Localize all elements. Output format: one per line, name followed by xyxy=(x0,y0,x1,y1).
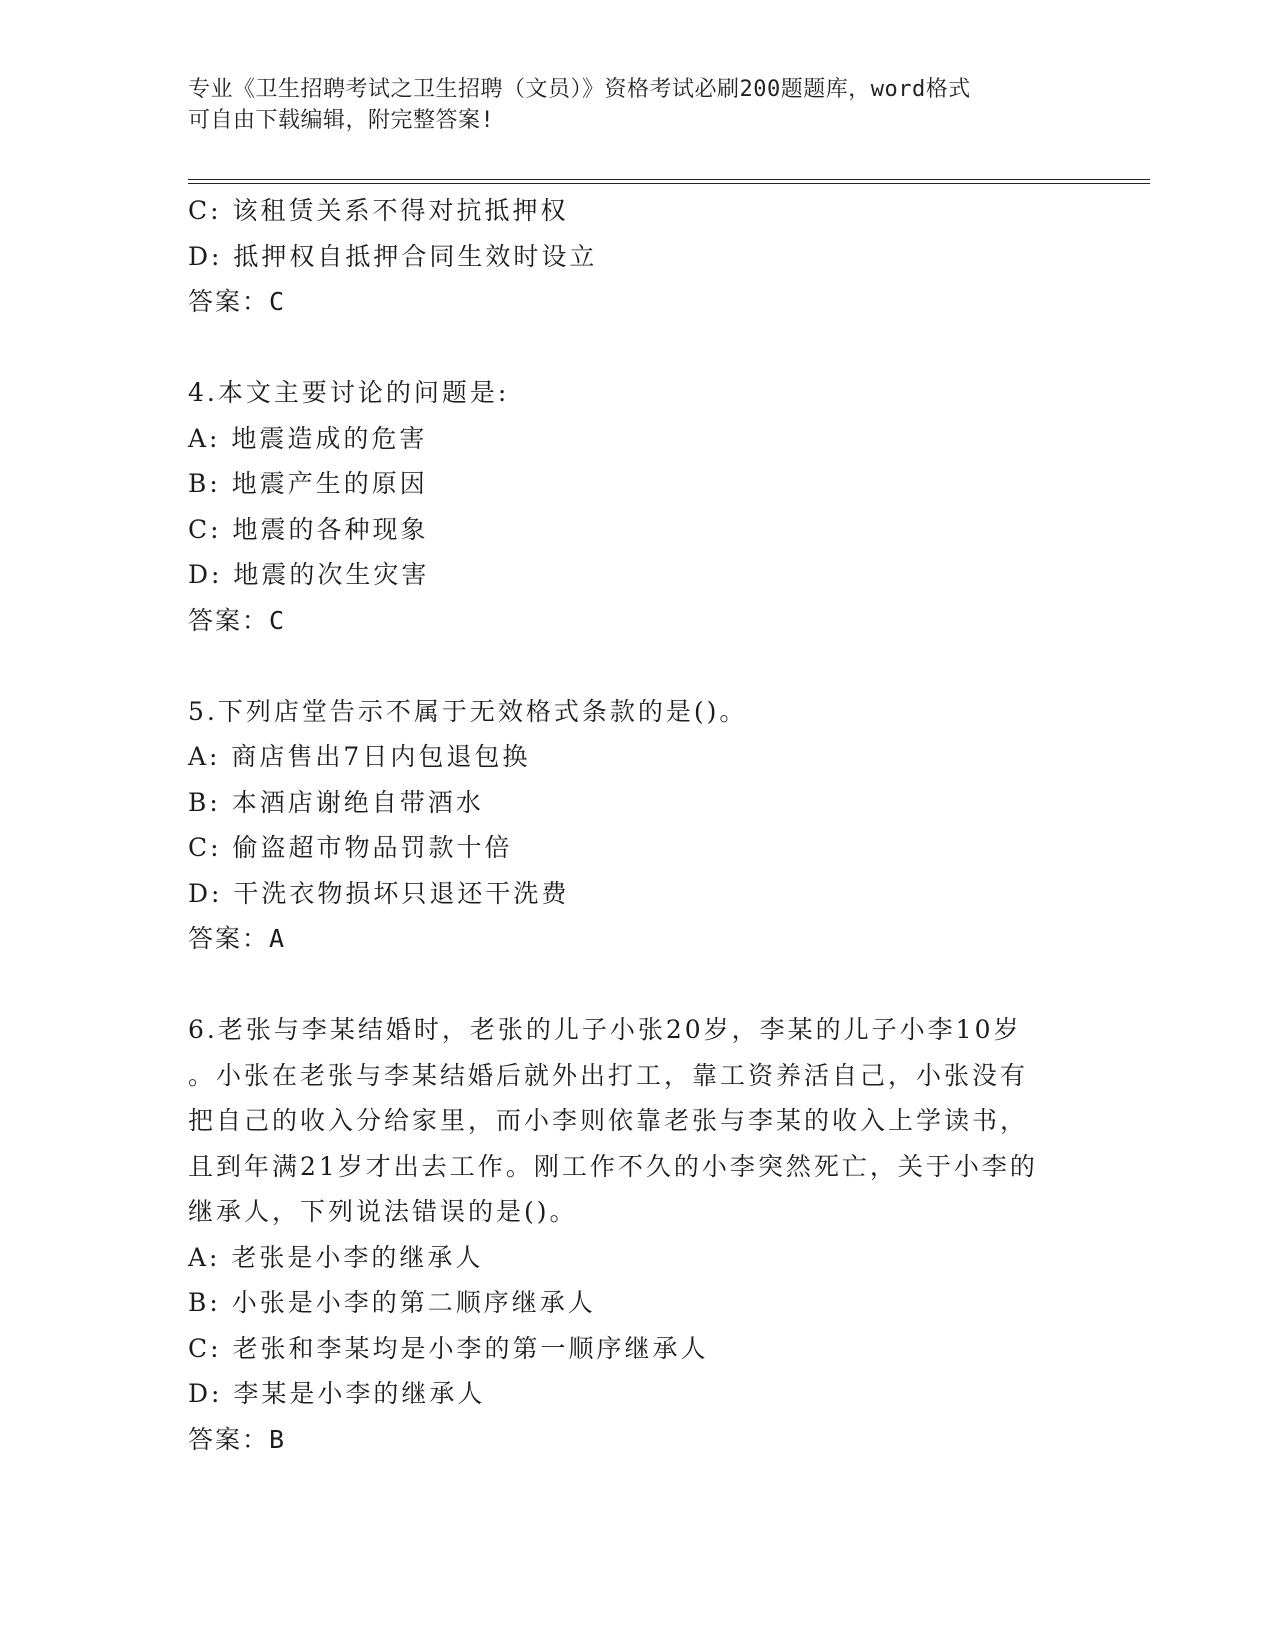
question-3-partial xyxy=(188,188,1088,325)
option-a: A: 地震造成的危害 xyxy=(188,423,428,453)
option-d: D: 干洗衣物损坏只退还干洗费 xyxy=(188,878,570,908)
option-c: C: 老张和李某均是小李的第一顺序继承人 xyxy=(188,1333,709,1363)
option-b: B: 小张是小李的第二顺序继承人 xyxy=(188,1288,596,1317)
question-stem: 5.下列店堂告示不属于无效格式条款的是()。 xyxy=(188,696,748,726)
option-a: A: 商店售出7日内包退包换 xyxy=(188,742,531,771)
question-list xyxy=(188,188,1088,1462)
spacer xyxy=(188,643,1088,689)
option-b: B: 地震产生的原因 xyxy=(188,469,428,498)
question-stem-line: 把自己的收入分给家里，而小李则依靠老张与李某的收入上学读书， xyxy=(188,1106,1029,1135)
question-6 xyxy=(188,1007,1088,1462)
option-a: A: 老张是小李的继承人 xyxy=(188,1242,484,1272)
question-stem-line: 6.老张与李某结婚时，老张的儿子小张20岁，李某的儿子小李10岁 xyxy=(188,1015,1022,1044)
question-4 xyxy=(188,370,1088,643)
spacer xyxy=(188,325,1088,371)
document-header xyxy=(188,74,1088,136)
option-d: D: 抵押权自抵押合同生效时设立 xyxy=(188,241,598,271)
answer-line: 答案：B xyxy=(188,1424,287,1454)
question-stem-line: 。小张在老张与李某结婚后就外出打工，靠工资养活自己，小张没有 xyxy=(188,1060,1029,1090)
answer-line: 答案：C xyxy=(188,605,287,635)
option-c: C: 地震的各种现象 xyxy=(188,514,429,544)
header-title-line-1: 专业《卫生招聘考试之卫生招聘（文员）》资格考试必刷200题题库，word格式 xyxy=(188,77,971,102)
question-stem-line: 且到年满21岁才出去工作。刚工作不久的小李突然死亡，关于小李的 xyxy=(188,1151,1038,1181)
option-c: C: 偷盗超市物品罚款十倍 xyxy=(188,833,513,862)
spacer xyxy=(188,962,1088,1008)
option-b: B: 本酒店谢绝自带酒水 xyxy=(188,787,484,817)
option-d: D: 地震的次生灾害 xyxy=(188,560,430,589)
answer-line: 答案：C xyxy=(188,287,287,316)
answer-line: 答案：A xyxy=(188,924,287,953)
question-stem-line: 继承人，下列说法错误的是()。 xyxy=(188,1197,578,1226)
header-divider xyxy=(188,179,1150,184)
question-5 xyxy=(188,689,1088,962)
question-stem: 4.本文主要讨论的问题是: xyxy=(188,378,510,407)
header-title-line-2: 可自由下载编辑，附完整答案! xyxy=(188,108,495,133)
option-c: C: 该租赁关系不得对抗抵押权 xyxy=(188,196,569,225)
option-d: D: 李某是小李的继承人 xyxy=(188,1379,486,1408)
